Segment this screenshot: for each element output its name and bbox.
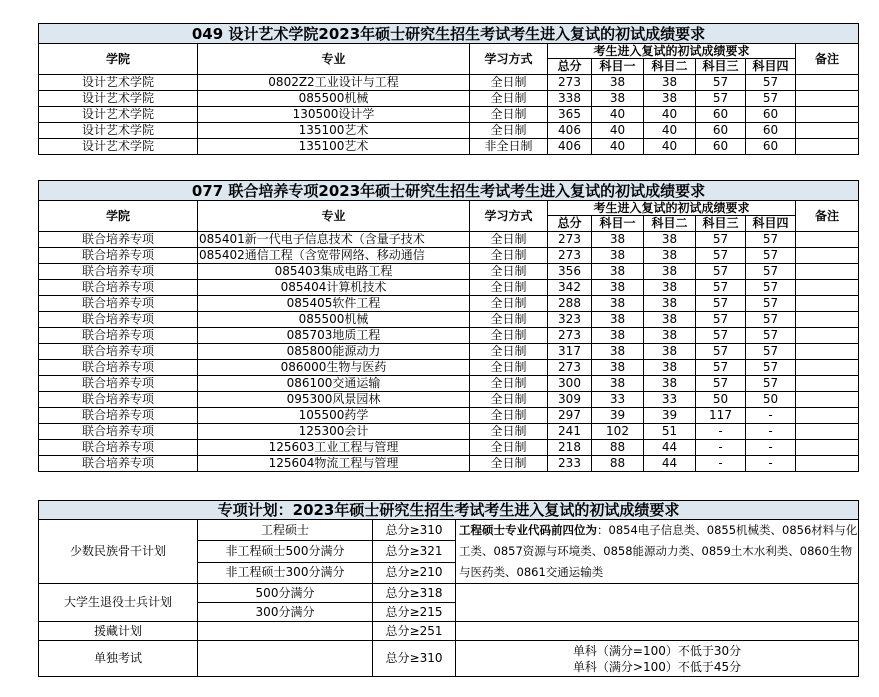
header-s1: 科目一 bbox=[592, 216, 644, 232]
cell-s2: 44 bbox=[644, 456, 696, 472]
header-mode: 学习方式 bbox=[470, 201, 548, 232]
cell-major: 085500机械 bbox=[198, 312, 470, 328]
header-note: 备注 bbox=[796, 44, 859, 75]
cell-s3: 57 bbox=[696, 75, 746, 91]
table-row bbox=[39, 91, 859, 107]
plan-type: 非工程硕士500分满分 bbox=[198, 541, 373, 562]
plan-score: 总分≥251 bbox=[373, 622, 456, 641]
table-row bbox=[39, 424, 859, 440]
cell-s4: 57 bbox=[746, 328, 796, 344]
cell-mode: 全日制 bbox=[470, 232, 548, 248]
table-title: 077 联合培养专项2023年硕士研究生招生考试考生进入复试的初试成绩要求 bbox=[39, 181, 859, 201]
cell-note bbox=[796, 264, 859, 280]
cell-s1: 38 bbox=[592, 75, 644, 91]
table-row bbox=[39, 75, 859, 91]
cell-major: 095300风景园林 bbox=[198, 392, 470, 408]
cell-s1: 40 bbox=[592, 139, 644, 155]
cell-s3: 57 bbox=[696, 280, 746, 296]
cell-s2: 38 bbox=[644, 312, 696, 328]
table-title: 049 设计艺术学院2023年硕士研究生招生考试考生进入复试的初试成绩要求 bbox=[39, 24, 859, 44]
cell-mode: 全日制 bbox=[470, 376, 548, 392]
cell-note bbox=[796, 296, 859, 312]
cell-total: 317 bbox=[548, 344, 592, 360]
cell-mode: 全日制 bbox=[470, 107, 548, 123]
cell-s1: 38 bbox=[592, 296, 644, 312]
cell-s3: 57 bbox=[696, 328, 746, 344]
cell-s4: 57 bbox=[746, 360, 796, 376]
cell-note bbox=[796, 248, 859, 264]
header-mode: 学习方式 bbox=[470, 44, 548, 75]
cell-college: 联合培养专项 bbox=[39, 232, 198, 248]
table-row bbox=[39, 232, 859, 248]
header-college: 学院 bbox=[39, 201, 198, 232]
cell-major: 125603工业工程与管理 bbox=[198, 440, 470, 456]
cell-s2: 38 bbox=[644, 360, 696, 376]
cell-mode: 全日制 bbox=[470, 456, 548, 472]
cell-mode: 全日制 bbox=[470, 91, 548, 107]
header-total: 总分 bbox=[548, 59, 592, 75]
cell-s3: 57 bbox=[696, 232, 746, 248]
cell-note bbox=[796, 456, 859, 472]
cell-major: 085401新一代电子信息技术（含量子技术 bbox=[198, 232, 470, 248]
cell-mode: 全日制 bbox=[470, 75, 548, 91]
cell-total: 406 bbox=[548, 123, 592, 139]
cell-s1: 38 bbox=[592, 344, 644, 360]
table-row bbox=[39, 376, 859, 392]
cell-college: 联合培养专项 bbox=[39, 328, 198, 344]
cell-major: 085403集成电路工程 bbox=[198, 264, 470, 280]
table-row bbox=[39, 344, 859, 360]
cell-total: 273 bbox=[548, 75, 592, 91]
cell-total: 233 bbox=[548, 456, 592, 472]
plan-score: 总分≥310 bbox=[373, 520, 456, 541]
cell-college: 设计艺术学院 bbox=[39, 91, 198, 107]
cell-s3: - bbox=[696, 456, 746, 472]
cell-s1: 38 bbox=[592, 264, 644, 280]
plan-score: 总分≥318 bbox=[373, 584, 456, 603]
cell-note bbox=[796, 328, 859, 344]
cell-s1: 38 bbox=[592, 312, 644, 328]
cell-s3: 57 bbox=[696, 91, 746, 107]
cell-college: 设计艺术学院 bbox=[39, 139, 198, 155]
cell-s2: 38 bbox=[644, 344, 696, 360]
cell-total: 365 bbox=[548, 107, 592, 123]
cell-total: 288 bbox=[548, 296, 592, 312]
cell-college: 设计艺术学院 bbox=[39, 75, 198, 91]
cell-s1: 38 bbox=[592, 328, 644, 344]
cell-s3: 57 bbox=[696, 248, 746, 264]
table-row bbox=[39, 264, 859, 280]
cell-s3: 60 bbox=[696, 139, 746, 155]
cell-s4: 50 bbox=[746, 392, 796, 408]
cell-mode: 全日制 bbox=[470, 264, 548, 280]
note-text: ：0854电子信息类、0855机械类、0856材料与化工类、0857资源与环境类、0858能源动力类、0859土木水利类、0860生物与医药类、0861交通运输类 bbox=[459, 523, 858, 579]
header-s3: 科目三 bbox=[696, 216, 746, 232]
cell-s4: 57 bbox=[746, 75, 796, 91]
cell-note bbox=[796, 75, 859, 91]
plan-type: 300分满分 bbox=[198, 603, 373, 622]
table-row bbox=[39, 440, 859, 456]
empty-cell bbox=[198, 641, 373, 677]
cell-s3: 60 bbox=[696, 107, 746, 123]
cell-s3: 60 bbox=[696, 123, 746, 139]
cell-mode: 全日制 bbox=[470, 296, 548, 312]
cell-s3: 57 bbox=[696, 376, 746, 392]
cell-s1: 33 bbox=[592, 392, 644, 408]
cell-major: 0802Z2工业设计与工程 bbox=[198, 75, 470, 91]
cell-s3: 117 bbox=[696, 408, 746, 424]
table-title: 专项计划：2023年硕士研究生招生考试考生进入复试的初试成绩要求 bbox=[39, 501, 859, 520]
cell-mode: 全日制 bbox=[470, 360, 548, 376]
empty-cell bbox=[198, 622, 373, 641]
cell-total: 309 bbox=[548, 392, 592, 408]
cell-total: 273 bbox=[548, 232, 592, 248]
cell-note bbox=[796, 123, 859, 139]
note-bold: 工程硕士专业代码前四位为 bbox=[459, 523, 597, 537]
cell-s4: - bbox=[746, 456, 796, 472]
cell-s2: 38 bbox=[644, 248, 696, 264]
cell-note bbox=[796, 91, 859, 107]
cell-total: 342 bbox=[548, 280, 592, 296]
cell-total: 323 bbox=[548, 312, 592, 328]
cell-s3: 57 bbox=[696, 296, 746, 312]
header-college: 学院 bbox=[39, 44, 198, 75]
cell-s2: 40 bbox=[644, 139, 696, 155]
cell-total: 273 bbox=[548, 328, 592, 344]
cell-s2: 40 bbox=[644, 107, 696, 123]
empty-cell bbox=[456, 622, 859, 641]
single-exam-label: 单独考试 bbox=[39, 641, 198, 677]
cell-major: 105500药学 bbox=[198, 408, 470, 424]
cell-s2: 38 bbox=[644, 91, 696, 107]
cell-s4: - bbox=[746, 408, 796, 424]
cell-s2: 38 bbox=[644, 296, 696, 312]
table-row bbox=[39, 280, 859, 296]
cell-s4: 60 bbox=[746, 107, 796, 123]
cell-s1: 38 bbox=[592, 232, 644, 248]
cell-s4: 60 bbox=[746, 139, 796, 155]
cell-college: 联合培养专项 bbox=[39, 360, 198, 376]
table-row bbox=[39, 123, 859, 139]
header-s2: 科目二 bbox=[644, 59, 696, 75]
cell-s3: 57 bbox=[696, 344, 746, 360]
cell-note bbox=[796, 280, 859, 296]
cell-major: 086100交通运输 bbox=[198, 376, 470, 392]
table-special-plans bbox=[38, 500, 859, 677]
cell-s1: 88 bbox=[592, 456, 644, 472]
cell-total: 297 bbox=[548, 408, 592, 424]
header-s3: 科目三 bbox=[696, 59, 746, 75]
plan-type: 500分满分 bbox=[198, 584, 373, 603]
cell-s2: 38 bbox=[644, 328, 696, 344]
minority-plan-label: 少数民族骨干计划 bbox=[39, 520, 198, 584]
header-group: 考生进入复试的初试成绩要求 bbox=[548, 201, 796, 216]
cell-major: 085500机械 bbox=[198, 91, 470, 107]
cell-note bbox=[796, 392, 859, 408]
cell-major: 125604物流工程与管理 bbox=[198, 456, 470, 472]
cell-mode: 全日制 bbox=[470, 344, 548, 360]
header-major: 专业 bbox=[198, 201, 470, 232]
cell-s2: 38 bbox=[644, 376, 696, 392]
cell-s1: 88 bbox=[592, 440, 644, 456]
table-row bbox=[39, 139, 859, 155]
cell-total: 273 bbox=[548, 248, 592, 264]
cell-s3: - bbox=[696, 424, 746, 440]
header-note: 备注 bbox=[796, 201, 859, 232]
cell-s4: 57 bbox=[746, 280, 796, 296]
cell-s2: 38 bbox=[644, 232, 696, 248]
cell-note bbox=[796, 424, 859, 440]
cell-major: 085404计算机技术 bbox=[198, 280, 470, 296]
header-s2: 科目二 bbox=[644, 216, 696, 232]
cell-total: 356 bbox=[548, 264, 592, 280]
cell-s2: 39 bbox=[644, 408, 696, 424]
cell-note bbox=[796, 408, 859, 424]
plan-type: 非工程硕士300分满分 bbox=[198, 562, 373, 583]
cell-major: 135100艺术 bbox=[198, 139, 470, 155]
table-row bbox=[39, 360, 859, 376]
single-note-1: 单科（满分=100）不低于30分 bbox=[572, 643, 742, 658]
header-total: 总分 bbox=[548, 216, 592, 232]
table-row bbox=[39, 408, 859, 424]
empty-cell bbox=[456, 584, 859, 622]
cell-s3: 57 bbox=[696, 360, 746, 376]
cell-s2: 51 bbox=[644, 424, 696, 440]
cell-major: 125300会计 bbox=[198, 424, 470, 440]
cell-mode: 全日制 bbox=[470, 280, 548, 296]
cell-total: 406 bbox=[548, 139, 592, 155]
cell-s4: 57 bbox=[746, 344, 796, 360]
cell-s4: 57 bbox=[746, 264, 796, 280]
cell-major: 130500设计学 bbox=[198, 107, 470, 123]
cell-mode: 全日制 bbox=[470, 328, 548, 344]
engineering-code-note bbox=[456, 520, 859, 584]
cell-s2: 40 bbox=[644, 123, 696, 139]
table-row bbox=[39, 328, 859, 344]
cell-college: 设计艺术学院 bbox=[39, 123, 198, 139]
table-row bbox=[39, 312, 859, 328]
table-row bbox=[39, 392, 859, 408]
cell-mode: 非全日制 bbox=[470, 139, 548, 155]
cell-college: 联合培养专项 bbox=[39, 344, 198, 360]
cell-college: 联合培养专项 bbox=[39, 264, 198, 280]
table-row bbox=[39, 296, 859, 312]
cell-s4: 57 bbox=[746, 376, 796, 392]
plan-type: 工程硕士 bbox=[198, 520, 373, 541]
veteran-plan-label: 大学生退役士兵计划 bbox=[39, 584, 198, 622]
cell-s4: 57 bbox=[746, 232, 796, 248]
single-exam-note bbox=[456, 641, 859, 677]
cell-note bbox=[796, 312, 859, 328]
cell-s1: 38 bbox=[592, 248, 644, 264]
cell-major: 085703地质工程 bbox=[198, 328, 470, 344]
table-row bbox=[39, 107, 859, 123]
cell-s4: 60 bbox=[746, 123, 796, 139]
single-note-2: 单科（满分>100）不低于45分 bbox=[572, 659, 742, 674]
cell-s3: - bbox=[696, 440, 746, 456]
cell-s1: 38 bbox=[592, 91, 644, 107]
cell-major: 135100艺术 bbox=[198, 123, 470, 139]
cell-mode: 全日制 bbox=[470, 248, 548, 264]
cell-note bbox=[796, 344, 859, 360]
cell-s4: 57 bbox=[746, 248, 796, 264]
cell-s1: 38 bbox=[592, 360, 644, 376]
cell-note bbox=[796, 139, 859, 155]
cell-major: 086000生物与医药 bbox=[198, 360, 470, 376]
cell-s4: 57 bbox=[746, 296, 796, 312]
cell-s1: 102 bbox=[592, 424, 644, 440]
plan-score: 总分≥310 bbox=[373, 641, 456, 677]
cell-college: 联合培养专项 bbox=[39, 296, 198, 312]
cell-college: 联合培养专项 bbox=[39, 376, 198, 392]
cell-total: 273 bbox=[548, 360, 592, 376]
cell-s1: 40 bbox=[592, 123, 644, 139]
cell-s2: 38 bbox=[644, 75, 696, 91]
cell-total: 338 bbox=[548, 91, 592, 107]
cell-mode: 全日制 bbox=[470, 408, 548, 424]
cell-s2: 33 bbox=[644, 392, 696, 408]
cell-college: 联合培养专项 bbox=[39, 248, 198, 264]
header-s1: 科目一 bbox=[592, 59, 644, 75]
cell-s4: - bbox=[746, 424, 796, 440]
cell-s4: 57 bbox=[746, 312, 796, 328]
cell-s3: 57 bbox=[696, 312, 746, 328]
cell-college: 联合培养专项 bbox=[39, 456, 198, 472]
table-row bbox=[39, 456, 859, 472]
cell-college: 联合培养专项 bbox=[39, 392, 198, 408]
cell-total: 241 bbox=[548, 424, 592, 440]
cell-s4: 57 bbox=[746, 91, 796, 107]
cell-note bbox=[796, 376, 859, 392]
plan-score: 总分≥210 bbox=[373, 562, 456, 583]
cell-college: 联合培养专项 bbox=[39, 424, 198, 440]
cell-note bbox=[796, 440, 859, 456]
cell-mode: 全日制 bbox=[470, 312, 548, 328]
table-design-arts bbox=[38, 23, 859, 155]
cell-college: 联合培养专项 bbox=[39, 280, 198, 296]
cell-note bbox=[796, 360, 859, 376]
cell-total: 300 bbox=[548, 376, 592, 392]
cell-s4: - bbox=[746, 440, 796, 456]
cell-s1: 39 bbox=[592, 408, 644, 424]
plan-score: 总分≥215 bbox=[373, 603, 456, 622]
cell-mode: 全日制 bbox=[470, 123, 548, 139]
cell-note bbox=[796, 232, 859, 248]
header-major: 专业 bbox=[198, 44, 470, 75]
cell-s2: 44 bbox=[644, 440, 696, 456]
cell-major: 085405软件工程 bbox=[198, 296, 470, 312]
table-row bbox=[39, 248, 859, 264]
header-s4: 科目四 bbox=[746, 59, 796, 75]
cell-note bbox=[796, 107, 859, 123]
tibet-plan-label: 援藏计划 bbox=[39, 622, 198, 641]
cell-major: 085800能源动力 bbox=[198, 344, 470, 360]
cell-total: 218 bbox=[548, 440, 592, 456]
cell-college: 联合培养专项 bbox=[39, 408, 198, 424]
cell-s1: 40 bbox=[592, 107, 644, 123]
cell-mode: 全日制 bbox=[470, 440, 548, 456]
cell-s3: 50 bbox=[696, 392, 746, 408]
header-group: 考生进入复试的初试成绩要求 bbox=[548, 44, 796, 59]
header-s4: 科目四 bbox=[746, 216, 796, 232]
cell-major: 085402通信工程（含宽带网络、移动通信 bbox=[198, 248, 470, 264]
cell-s3: 57 bbox=[696, 264, 746, 280]
cell-college: 联合培养专项 bbox=[39, 312, 198, 328]
cell-college: 联合培养专项 bbox=[39, 440, 198, 456]
cell-s1: 38 bbox=[592, 280, 644, 296]
cell-college: 设计艺术学院 bbox=[39, 107, 198, 123]
cell-s1: 38 bbox=[592, 376, 644, 392]
cell-mode: 全日制 bbox=[470, 424, 548, 440]
table-joint-training bbox=[38, 180, 859, 472]
cell-s2: 38 bbox=[644, 280, 696, 296]
cell-s2: 38 bbox=[644, 264, 696, 280]
cell-mode: 全日制 bbox=[470, 392, 548, 408]
plan-score: 总分≥321 bbox=[373, 541, 456, 562]
